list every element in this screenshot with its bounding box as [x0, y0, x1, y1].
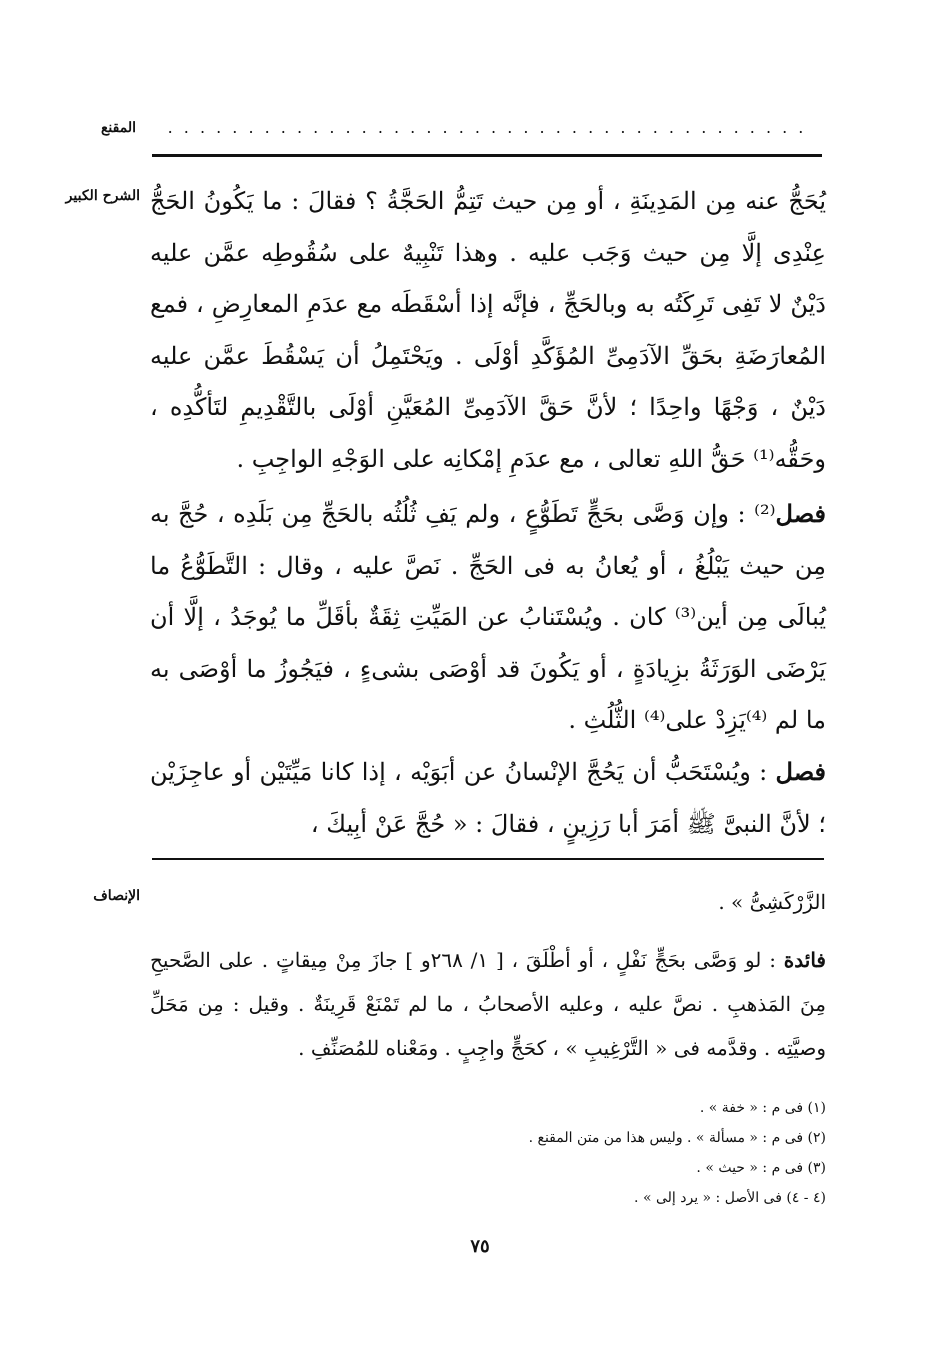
sharh-paragraph-3	[150, 746, 826, 850]
footnote-3: (٣) فى م : « حيث » .	[696, 1160, 826, 1176]
sharh-paragraph-2-text: ⁽²⁾ : وإن وَصَّى بحَجٍّ تَطَوُّعٍ ، ولم يَفِ ثُلُثُه بالحَجِّ مِن بَلَدِه ، حُجَّ به مِن حيث يَبْلُغُ ، أو يُعانُ به فى الحَجِّ . نَصَّ عليه ، وقال : التَّطَوُّعُ ما يُبالَى مِن أين⁽³⁾ كان . ويُسْتَنابُ عن المَيِّتِ ثِقَةٌ بأقَلِّ ما يُوجَدُ ، إلَّا أن يَرْضَى الوَرَثَةُ بزِيادَةٍ ، أو يَكُونَ قد أوْصَى بشىءٍ ، فيَجُوزُ ما أوْصَى به ما لم ⁽⁴⁾يَزِدْ على⁽⁴⁾ الثُّلُثِ .	[150, 500, 826, 734]
insaf-paragraph-2	[150, 938, 826, 1070]
running-header-title: المقنع	[100, 120, 136, 136]
header-dot-leader: . . . . . . . . . . . . . . . . . . . . . . . . . . . . . . . . . . . . . . . .	[167, 118, 807, 137]
footnote-4: (٤ - ٤) فى الأصل : « يرد إلى » .	[634, 1190, 826, 1206]
side-label-sharh: الشرح الكبير	[65, 188, 140, 204]
sharh-paragraph-1	[150, 176, 826, 485]
sharh-paragraph-2	[150, 488, 826, 747]
section-heading-fasl: فصل	[775, 757, 826, 786]
insaf-paragraph-1-text: الزَّرْكَشِىُّ » .	[718, 890, 826, 914]
sharh-paragraph-3-text: : ويُسْتَحَبُّ أن يَحُجَّ الإنْسانُ عن أبَوَيْه ، إذا كانا مَيِّتَيْن أو عاجِزَيْن ؛ لأنَّ النبىَّ ﷺ أمَرَ أبا رَزِينٍ ، فقالَ : « حُجَّ عَنْ أبِيكَ ،	[150, 758, 826, 838]
header-rule	[152, 154, 822, 157]
footnote-2: (٢) فى م : « مسألة » . وليس هذا من متن المقنع .	[528, 1130, 826, 1146]
insaf-paragraph-2-text: : لو وَصَّى بحَجٍّ نَفْلٍ ، أو أطْلَقَ ، [ ١/ ٢٦٨و ] جازَ مِنْ مِيقاتٍ . على الصَّحيحِ مِنَ المَذهبِ . نصَّ عليه ، وعليه الأصحابُ ، ما لم تَمْنَعْ قَرِينَةٌ . وقيل : مِن مَحَلِّ وصيَّتِه . وقدَّمه فى « التَّرْغِيبِ » ، كحَجٍّ واجِبٍ . ومَعْناه للمُصَنِّفِ .	[150, 948, 826, 1060]
section-divider-rule	[152, 858, 824, 860]
side-label-insaf: الإنصاف	[93, 888, 140, 904]
insaf-paragraph-1	[150, 880, 826, 924]
fayda-heading: فائدة	[783, 948, 826, 972]
section-heading-fasl: فصل	[775, 499, 826, 528]
footnote-1: (١) فى م : « خفة » .	[699, 1100, 826, 1116]
sharh-paragraph-1-text: يُحَجُّ عنه مِن المَدِينَةِ ، أو مِن حيث تَتِمُّ الحَجَّةُ ؟ فقالَ : ما يَكُونُ الحَجُّ عِنْدِى إلَّا مِن حيث وَجَب عليه . وهذا تَنْبِيهٌ على سُقُوطِه عمَّن عليه دَيْنٌ لا تَفِى تَرِكَتُه به وبالحَجِّ ، فإنَّه إذا أسْقَطَه مع عدَمِ المعارِضِ ، فمع المُعارَضَةِ بحَقِّ الآدَمِىِّ المُؤَكَّدِ أوْلَى . ويَحْتَمِلُ أن يَسْقُطَ عمَّن عليه دَيْنٌ ، وَجْهًا واحِدًا ؛ لأنَّ حَقَّ الآدَمِىِّ المُعَيَّنِ أوْلَى بالتَّقْدِيمِ لتَأكُّدِه ، وحَقُّه⁽¹⁾ حَقُّ اللهِ تعالى ، مع عدَمِ إمْكانِه على الوَجْهِ الواجِبِ .	[150, 187, 826, 473]
page-number: ٧٥	[470, 1236, 490, 1257]
